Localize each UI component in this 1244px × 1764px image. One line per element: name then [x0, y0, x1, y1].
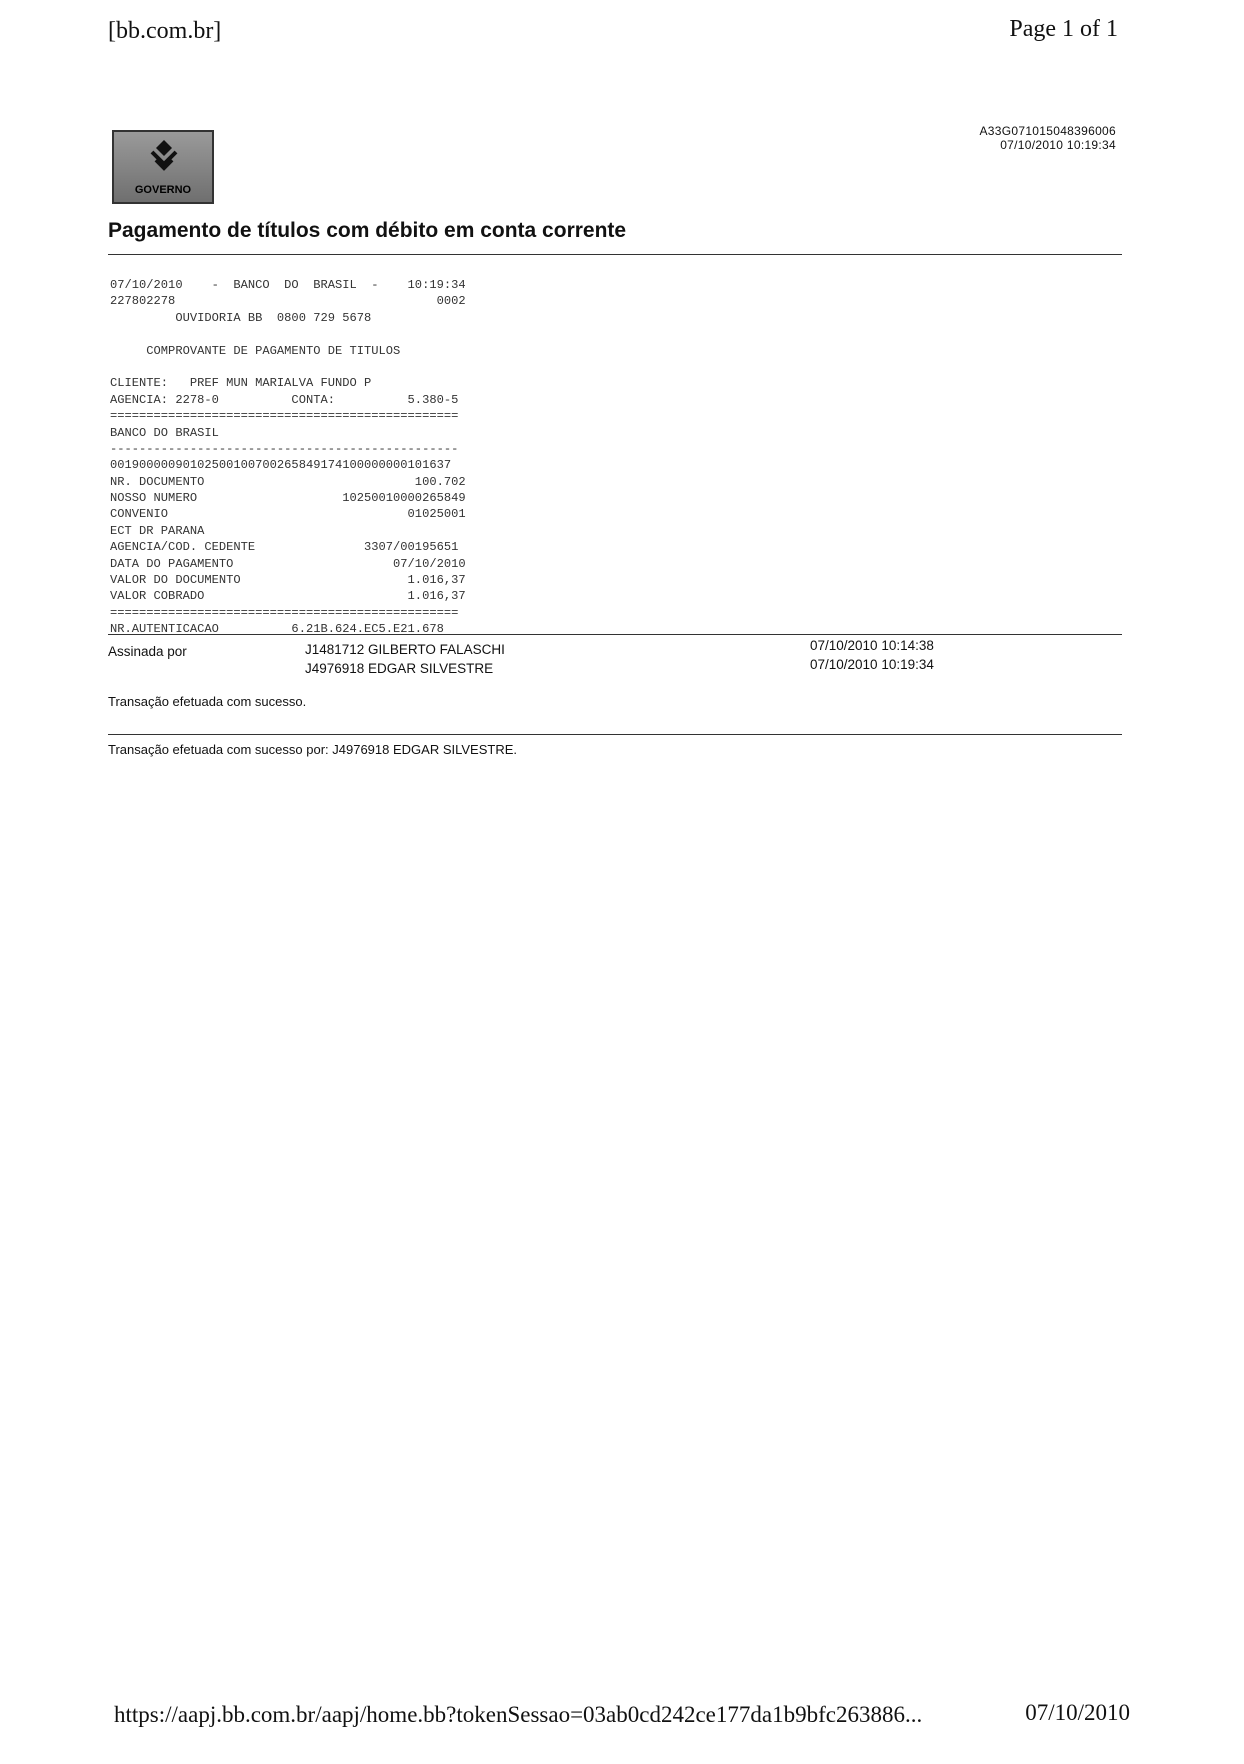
receipt-line: CONVENIO 01025001: [110, 507, 466, 522]
receipt-line: AGENCIA/COD. CEDENTE 3307/00195651: [110, 540, 459, 555]
receipt-line: DATA DO PAGAMENTO 07/10/2010: [110, 556, 466, 571]
receipt-line: CLIENTE: PREF MUN MARIALVA FUNDO P: [110, 376, 372, 391]
receipt-line: [110, 359, 466, 375]
receipt-line: 00190000090102500100700265849174100000000101637: [110, 458, 452, 473]
receipt-line: ================================================: [110, 605, 459, 620]
receipt-line: BANCO DO BRASIL: [110, 425, 219, 440]
receipt-line: AGENCIA: 2278-0 CONTA: 5.380-5: [110, 392, 459, 407]
receipt-line: ------------------------------------------------: [110, 441, 459, 456]
status-message: Transação efetuada com sucesso.: [108, 694, 307, 709]
title-divider: [108, 254, 1122, 255]
final-message: Transação efetuada com sucesso por: J4976918 EDGAR SILVESTRE.: [108, 742, 517, 757]
receipt-line: ECT DR PARANA: [110, 523, 205, 538]
signer-name: J4976918 EDGAR SILVESTRE: [305, 661, 494, 676]
document-code: [980, 124, 1117, 152]
site-label: [bb.com.br]: [108, 18, 222, 44]
banco-do-brasil-logo-icon: [146, 138, 182, 174]
page-url: https://aapj.bb.com.br/aapj/home.bb?tokenSessao=03ab0cd242ce177da1b9bfc263886...: [114, 1702, 923, 1727]
signer-datetime: 07/10/2010 10:19:34: [810, 657, 934, 672]
payment-receipt: [110, 277, 466, 638]
receipt-line: COMPROVANTE DE PAGAMENTO DE TITULOS: [110, 343, 401, 358]
signer-datetime: 07/10/2010 10:14:38: [810, 638, 934, 653]
logo-text: GOVERNO: [134, 184, 192, 196]
document-id: A33G071015048396006: [979, 124, 1116, 138]
print-date: 07/10/2010: [1025, 1700, 1130, 1725]
receipt-line: VALOR COBRADO 1.016,37: [110, 589, 466, 604]
receipt-divider: [108, 634, 1122, 635]
receipt-line: 227802278 0002: [110, 294, 466, 309]
document-timestamp: 07/10/2010 10:19:34: [1000, 138, 1116, 152]
receipt-line: 07/10/2010 - BANCO DO BRASIL - 10:19:34: [110, 278, 466, 292]
page-counter: Page 1 of 1: [1009, 16, 1118, 42]
receipt-line: NR. DOCUMENTO 100.702: [110, 474, 466, 489]
receipt-line: [110, 326, 466, 342]
receipt-line: ================================================: [110, 409, 459, 424]
receipt-line: NOSSO NUMERO 10250010000265849: [110, 491, 466, 506]
receipt-line: VALOR DO DOCUMENTO 1.016,37: [110, 573, 466, 588]
bank-logo: [112, 130, 214, 204]
page-title: Pagamento de títulos com débito em conta corrente: [108, 219, 627, 242]
footer-divider: [108, 734, 1122, 735]
receipt-line: OUVIDORIA BB 0800 729 5678: [110, 310, 372, 325]
signer-name: J1481712 GILBERTO FALASCHI: [305, 642, 505, 657]
receipt-line: NR.AUTENTICACAO 6.21B.624.EC5.E21.678: [110, 622, 444, 637]
signed-by-label: Assinada por: [108, 644, 187, 659]
